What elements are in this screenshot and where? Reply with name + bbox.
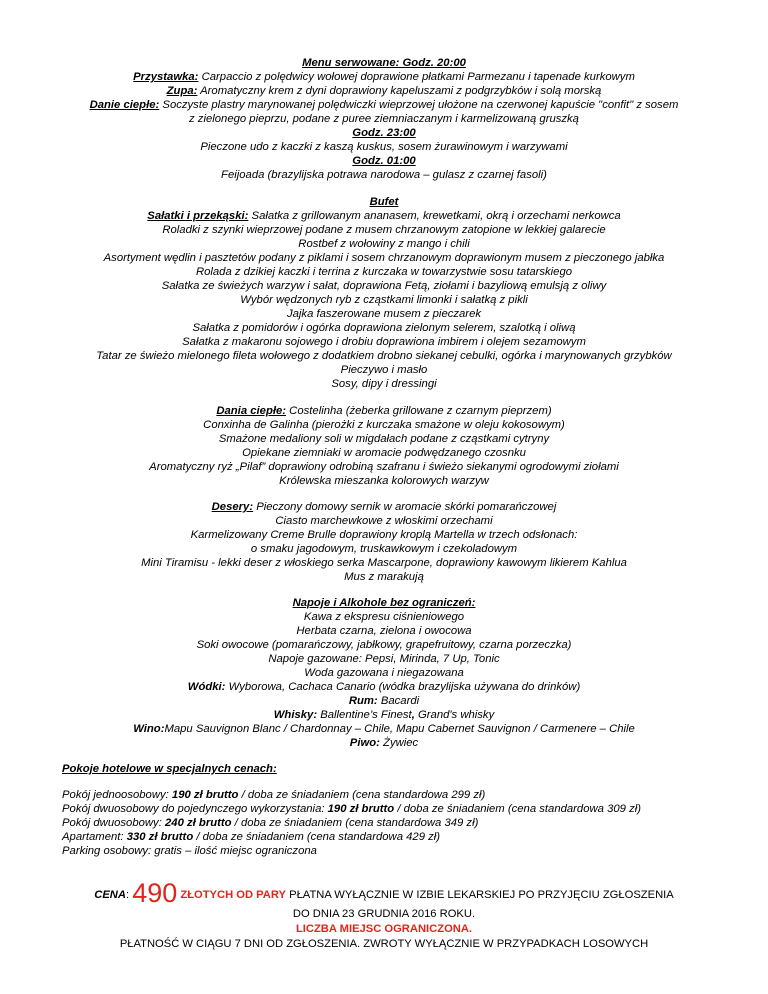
salad-item: Sałatka z makaronu sojowego i drobiu doprawiona imbirem i olejem sezamowym <box>182 336 586 348</box>
salads-label: Sałatki i przekąski: <box>147 210 249 222</box>
wine-label: Wino: <box>133 723 165 735</box>
hot-item: Królewska mieszanka kolorowych warzyw <box>279 475 489 487</box>
buffet-heading: Bufet <box>369 196 399 208</box>
price-deadline: DO DNIA 23 GRUDNIA 2016 ROKU. <box>292 908 476 920</box>
payment-terms: PŁATNOŚĆ W CIĄGU 7 DNI OD ZGŁOSZENIA. ZWROTY WYŁĄCZNIE W PRZYPADKACH LOSOWYCH <box>119 938 649 950</box>
drinks-heading: Napoje i Alkohole bez ograniczeń: <box>292 597 476 609</box>
time-heading-2: Godz. 23:00 <box>352 127 416 139</box>
salad-item: Sałatka z pomidorów i ogórka doprawiona zielonym selerem, szalotką i oliwą <box>192 322 576 334</box>
dessert-item: Ciasto marchewkowe z włoskimi orzechami <box>275 515 493 527</box>
drink-item: Herbata czarna, zielona i owocowa <box>296 625 472 637</box>
salad-item: Wybór wędzonych ryb z cząstkami limonki i sałatką z pikli <box>240 294 528 306</box>
price-amount: 490 <box>132 878 178 908</box>
salad-item: Sosy, dipy i dressingi <box>331 378 437 390</box>
hotel-double-label: Pokój dwuosobowy: <box>62 817 165 829</box>
hotel-double-single-note: / doba ze śniadaniem (cena standardowa 309 zł) <box>394 803 641 815</box>
hotel-double-single-price: 190 zł brutto <box>327 803 395 815</box>
buffet-hot-label: Dania ciepłe: <box>216 405 287 417</box>
rum-text: Bacardi <box>377 695 420 707</box>
price-line <box>0 878 768 910</box>
hotel-double-note: / doba ze śniadaniem (cena standardowa 349 zł) <box>231 817 479 829</box>
whisky-text-b: Grand's whisky <box>414 709 495 721</box>
dessert-item: Karmelizowany Creme Brulle doprawiony kroplą Martella w trzech odsłonach: <box>190 529 578 541</box>
dessert-item: o smaku jagodowym, truskawkowym i czekoladowym <box>250 543 518 555</box>
dish-2: Pieczone udo z kaczki z kaszą kuskus, sosem żurawinowym i warzywami <box>200 141 568 153</box>
salad-item: Rostbef z wołowiny z mango i chili <box>298 238 470 250</box>
hotel-single-note: / doba ze śniadaniem (cena standardowa 299 zł) <box>238 789 486 801</box>
drink-item: Napoje gazowane: Pepsi, Mirinda, 7 Up, Tonic <box>268 653 500 665</box>
hot-item: Smażone medaliony soli w migdałach podane z cząstkami cytryny <box>218 433 550 445</box>
buffet-hot-line <box>0 405 768 419</box>
drink-item: Soki owocowe (pomarańczowy, jabłkowy, grapefruitowy, czarna porzeczka) <box>196 639 572 651</box>
soup-text: Aromatyczny krem z dyni doprawiony kapeluszami z podgrzybków i solą morską <box>197 85 602 97</box>
starter-line <box>0 71 768 85</box>
price-colon: : <box>125 889 133 901</box>
salad-item: Tatar ze świeżo mielonego fileta wołowego z dodatkiem drobno siekanej cebulki, ogórka i marynowanych grzybków <box>96 350 672 362</box>
vodka-text: Wyborowa, Cachaca Canario (wódka brazylijska używana do drinków) <box>225 681 581 693</box>
hotel-single <box>62 789 485 803</box>
hot-item: Opiekane ziemniaki w aromacie podwędzanego czosnku <box>242 447 526 459</box>
hotel-double <box>62 817 478 831</box>
beer-label: Piwo: <box>349 737 380 749</box>
whisky-label: Whisky: <box>273 709 318 721</box>
soup-label: Zupa: <box>166 85 198 97</box>
salad-item: Asortyment wędlin i pasztetów podany z piklami i sosem chrzanowym doprawionym musem z pieczonego jabłka <box>103 252 665 264</box>
hot-dish-line <box>0 99 768 113</box>
dessert-item: Mus z marakują <box>344 571 424 583</box>
hotel-parking: Parking osobowy: gratis – ilość miejsc ograniczona <box>62 845 317 857</box>
price-label: CENA <box>94 889 126 901</box>
hot-dish-line-2: z zielonego pieprzu, podane z puree ziemniaczanym i karmelizowaną gruszką <box>189 113 579 125</box>
drink-item: Kawa z ekspresu ciśnieniowego <box>303 611 465 623</box>
hotel-apartment-note: / doba ze śniadaniem (cena standardowa 429 zł) <box>193 831 441 843</box>
hot-item: Aromatyczny ryż „Pilaf” doprawiony odrobiną szafranu i świeżo siekanymi ogrodowymi ziołami <box>149 461 619 473</box>
soup-line <box>0 85 768 99</box>
time-heading-3: Godz. 01:00 <box>352 155 416 167</box>
wine-line <box>0 723 768 737</box>
hotel-apartment-price: 330 zł brutto <box>126 831 194 843</box>
hotel-double-single-label: Pokój dwuosobowy do pojedynczego wykorzystania: <box>62 803 328 815</box>
salad-item: Pieczywo i masło <box>340 364 428 376</box>
salad-item: Rolada z dzikiej kaczki i terrina z kurczaka w towarzystwie sosu tatarskiego <box>195 266 573 278</box>
limited-places: LICZBA MIEJSC OGRANICZONA. <box>295 923 473 935</box>
beer-line <box>0 737 768 751</box>
salads-line <box>0 210 768 224</box>
buffet-hot-first: Costelinha (żeberka grillowane z czarnym pieprzem) <box>286 405 552 417</box>
whisky-comma: , <box>411 709 415 721</box>
hotel-apartment <box>62 831 440 845</box>
hotel-single-price: 190 zł brutto <box>171 789 239 801</box>
vodka-label: Wódki: <box>187 681 226 693</box>
drink-item: Woda gazowana i niegazowana <box>304 667 464 679</box>
price-currency: ZŁOTYCH OD PARY <box>177 889 287 901</box>
salad-item: Jajka faszerowane musem z pieczarek <box>286 308 481 320</box>
hotel-double-single <box>62 803 641 817</box>
hot-dish-label: Danie ciepłe: <box>89 99 160 111</box>
dessert-label: Desery: <box>211 501 254 513</box>
hot-dish-text: Soczyste plastry marynowanej polędwiczki wieprzowej ułożone na czerwonej kapuście "confit" z sosem <box>159 99 679 111</box>
whisky-line <box>0 709 768 723</box>
salad-item: Sałatka ze świeżych warzyw i sałat, doprawiona Fetą, ziołami i bazyliową emulsją z oliwy <box>161 280 607 292</box>
dessert-item: Mini Tiramisu - lekki deser z włoskiego serka Mascarpone, doprawiony kawowym likierem Kahlua <box>141 557 627 569</box>
dish-3: Feijoada (brazylijska potrawa narodowa – gulasz z czarnej fasoli) <box>221 169 547 181</box>
hotel-heading: Pokoje hotelowe w specjalnych cenach: <box>62 763 277 775</box>
hotel-apartment-label: Apartament: <box>62 831 127 843</box>
starter-text: Carpaccio z polędwicy wołowej doprawione płatkami Parmezanu i tapenade kurkowym <box>198 71 635 83</box>
whisky-text-a: Ballentine’s Finest <box>317 709 412 721</box>
starter-label: Przystawka: <box>133 71 199 83</box>
hot-item: Conxinha de Galinha (pierożki z kurczaka smażone w oleju kokosowym) <box>203 419 565 431</box>
wine-text: Mapu Sauvignon Blanc / Chardonnay – Chile, Mapu Cabernet Sauvignon / Carmenere – Chile <box>164 723 635 735</box>
price-terms: PŁATNA WYŁĄCZNIE W IZBIE LEKARSKIEJ PO PRZYJĘCIU ZGŁOSZENIA <box>286 889 674 901</box>
rum-line <box>0 695 768 709</box>
hotel-double-price: 240 zł brutto <box>165 817 232 829</box>
beer-text: Żywiec <box>379 737 419 749</box>
vodka-line <box>0 681 768 695</box>
dessert-line <box>0 501 768 515</box>
salads-first: Sałatka z grillowanym ananasem, krewetkami, okrą i orzechami nerkowca <box>248 210 621 222</box>
menu-heading: Menu serwowane: Godz. 20:00 <box>302 57 466 69</box>
hotel-single-label: Pokój jednoosobowy: <box>62 789 172 801</box>
rum-label: Rum: <box>348 695 378 707</box>
dessert-first: Pieczony domowy sernik w aromacie skórki pomarańczowej <box>253 501 557 513</box>
salad-item: Roladki z szynki wieprzowej podane z musem chrzanowym zatopione w lekkiej galarecie <box>162 224 606 236</box>
